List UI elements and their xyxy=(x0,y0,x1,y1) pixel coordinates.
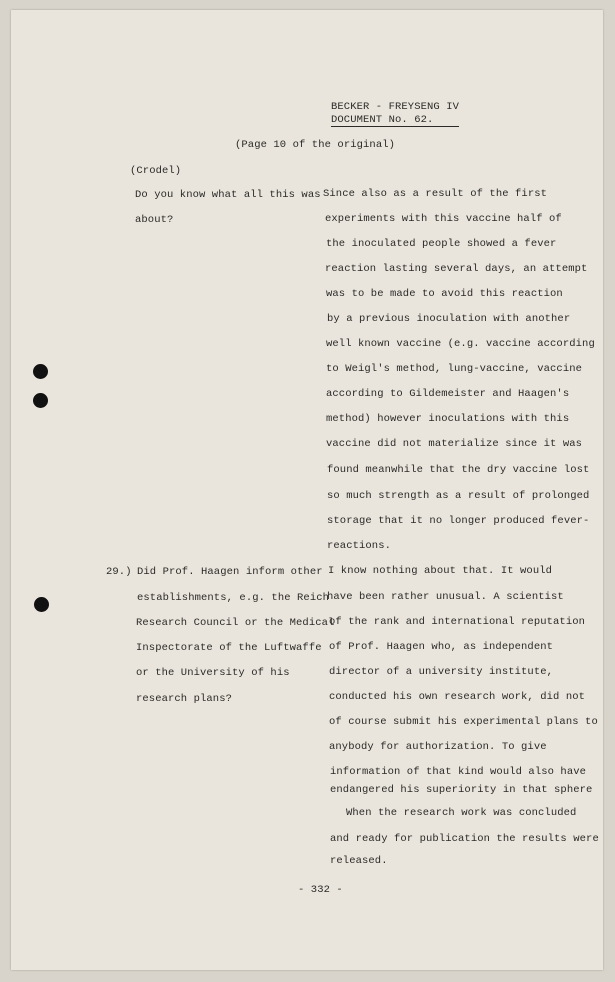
question-line: Inspectorate of the Luftwaffe xyxy=(136,642,322,654)
answer-line: have been rather unusual. A scientist xyxy=(327,591,564,603)
punch-hole-1 xyxy=(33,364,48,379)
punch-hole-2 xyxy=(33,393,48,408)
answer-line: When the research work was concluded xyxy=(346,807,577,819)
answer-line: method) however inoculations with this xyxy=(326,413,570,425)
answer-line: of course submit his experimental plans to xyxy=(329,716,598,728)
header-line-1: BECKER - FREYSENG IV xyxy=(331,101,460,113)
answer-line: experiments with this vaccine half of xyxy=(325,213,562,225)
answer-line: anybody for authorization. To give xyxy=(329,741,547,753)
question-line: Do you know what all this was xyxy=(135,189,321,201)
answer-line: conducted his own research work, did not xyxy=(329,691,586,703)
answer-line: of Prof. Haagen who, as independent xyxy=(329,641,554,653)
answer-line: the inoculated people showed a fever xyxy=(326,238,557,250)
answer-line: director of a university institute, xyxy=(329,666,554,678)
answer-line: released. xyxy=(330,855,388,867)
answer-line: so much strength as a result of prolonged xyxy=(327,490,590,502)
punch-hole-3 xyxy=(34,597,49,612)
answer-line: vaccine did not materialize since it was xyxy=(326,438,583,450)
answer-line: according to Gildemeister and Haagen's xyxy=(326,388,570,400)
answer-line: well known vaccine (e.g. vaccine according xyxy=(326,338,595,350)
question-line: establishments, e.g. the Reich xyxy=(137,592,330,604)
question-number: 29.) xyxy=(106,566,132,578)
question-line: Research Council or the Medical xyxy=(136,617,335,629)
answer-line: found meanwhile that the dry vaccine lost xyxy=(327,464,590,476)
header-line-2: DOCUMENT No. 62. xyxy=(331,114,459,127)
answer-line: reactions. xyxy=(327,540,392,552)
question-line: about? xyxy=(135,214,174,226)
answer-line: was to be made to avoid this reaction xyxy=(326,288,563,300)
answer-line: I know nothing about that. It would xyxy=(328,565,553,577)
answer-line: and ready for publication the results were xyxy=(330,833,599,845)
answer-line: reaction lasting several days, an attempt xyxy=(325,263,588,275)
answer-line: by a previous inoculation with another xyxy=(327,313,571,325)
answer-line: endangered his superiority in that sphere xyxy=(330,784,593,796)
page-note: (Page 10 of the original) xyxy=(235,139,396,151)
question-line: research plans? xyxy=(136,693,233,705)
answer-line: of the rank and international reputation xyxy=(329,616,586,628)
page-number: - 332 - xyxy=(298,884,343,896)
question-line: Did Prof. Haagen inform other xyxy=(137,566,323,578)
answer-line: information of that kind would also have xyxy=(330,766,587,778)
answer-line: to Weigl's method, lung-vaccine, vaccine xyxy=(326,363,583,375)
speaker: (Crodel) xyxy=(130,165,182,177)
question-line: or the University of his xyxy=(136,667,290,679)
answer-line: storage that it no longer produced fever- xyxy=(327,515,590,527)
answer-line: Since also as a result of the first xyxy=(323,188,548,200)
